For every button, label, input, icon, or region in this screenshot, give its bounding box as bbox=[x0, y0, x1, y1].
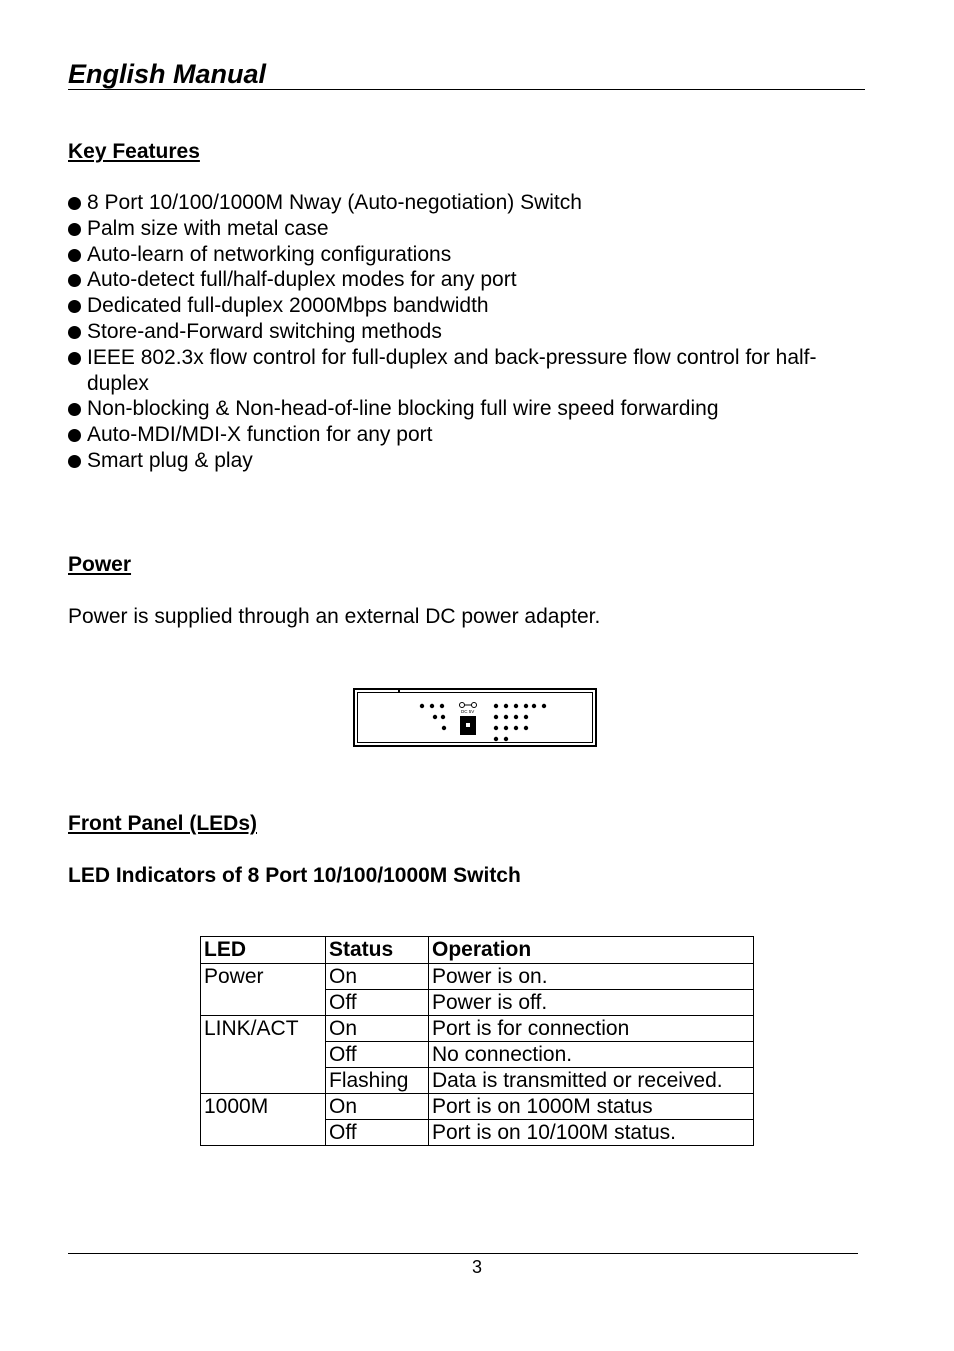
table-row bbox=[201, 1094, 754, 1120]
column-header-status: Status bbox=[326, 937, 429, 964]
device-dc-label: DC 5V bbox=[461, 709, 475, 714]
status-cell: On bbox=[326, 1016, 429, 1042]
operation-cell: Power is off. bbox=[429, 990, 754, 1016]
operation-cell: Port is on 10/100M status. bbox=[429, 1120, 754, 1146]
front-panel-heading: Front Panel (LEDs) bbox=[68, 812, 258, 835]
list-item: Non-blocking & Non-head-of-line blocking full wire speed forwarding bbox=[68, 396, 878, 422]
bullet-icon bbox=[68, 326, 81, 339]
list-item: Palm size with metal case bbox=[68, 216, 878, 242]
bullet-icon bbox=[68, 352, 81, 365]
footer-divider bbox=[68, 1253, 858, 1254]
status-cell: Flashing bbox=[326, 1068, 429, 1094]
bullet-icon bbox=[68, 455, 81, 468]
key-features-heading: Key Features bbox=[68, 140, 200, 163]
document-title: English Manual bbox=[68, 59, 267, 89]
bullet-icon bbox=[68, 197, 81, 210]
bullet-icon bbox=[68, 274, 81, 287]
led-name-cell: LINK/ACT bbox=[201, 1016, 326, 1094]
bullet-icon bbox=[68, 429, 81, 442]
led-table-title: LED Indicators of 8 Port 10/100/1000M Switch bbox=[68, 864, 521, 887]
status-cell: On bbox=[326, 1094, 429, 1120]
list-item: Dedicated full-duplex 2000Mbps bandwidth bbox=[68, 293, 878, 319]
operation-cell: No connection. bbox=[429, 1042, 754, 1068]
list-item: Auto-MDI/MDI-X function for any port bbox=[68, 422, 878, 448]
power-description: Power is supplied through an external DC power adapter. bbox=[68, 605, 601, 628]
operation-cell: Port is for connection bbox=[429, 1016, 754, 1042]
list-item: Auto-learn of networking configurations bbox=[68, 242, 878, 268]
list-item: Smart plug & play bbox=[68, 448, 878, 474]
list-item: Auto-detect full/half-duplex modes for any port bbox=[68, 267, 878, 293]
table-row bbox=[201, 1016, 754, 1042]
page-header bbox=[68, 56, 865, 90]
column-header-led: LED bbox=[201, 937, 326, 964]
device-vent-holes-icon bbox=[355, 690, 599, 749]
status-cell: Off bbox=[326, 1120, 429, 1146]
bullet-icon bbox=[68, 249, 81, 262]
bullet-icon bbox=[68, 300, 81, 313]
column-header-operation: Operation bbox=[429, 937, 754, 964]
key-features-list bbox=[68, 190, 878, 474]
list-item: 8 Port 10/100/1000M Nway (Auto-negotiation) Switch bbox=[68, 190, 878, 216]
operation-cell: Port is on 1000M status bbox=[429, 1094, 754, 1120]
list-item: Store-and-Forward switching methods bbox=[68, 319, 878, 345]
status-cell: Off bbox=[326, 1042, 429, 1068]
operation-cell: Data is transmitted or received. bbox=[429, 1068, 754, 1094]
table-header-row bbox=[201, 937, 754, 964]
led-name-cell: 1000M bbox=[201, 1094, 326, 1146]
led-indicator-table bbox=[200, 936, 754, 1146]
status-cell: On bbox=[326, 964, 429, 990]
table-row bbox=[201, 964, 754, 990]
list-item: IEEE 802.3x flow control for full-duplex and back-pressure flow control for half-duplex bbox=[68, 345, 878, 397]
operation-cell: Power is on. bbox=[429, 964, 754, 990]
power-heading: Power bbox=[68, 553, 132, 576]
led-name-cell: Power bbox=[201, 964, 326, 1016]
bullet-icon bbox=[68, 223, 81, 236]
status-cell: Off bbox=[326, 990, 429, 1016]
device-rear-panel-illustration bbox=[353, 688, 597, 747]
bullet-icon bbox=[68, 403, 81, 416]
page-number: 3 bbox=[471, 1257, 482, 1277]
